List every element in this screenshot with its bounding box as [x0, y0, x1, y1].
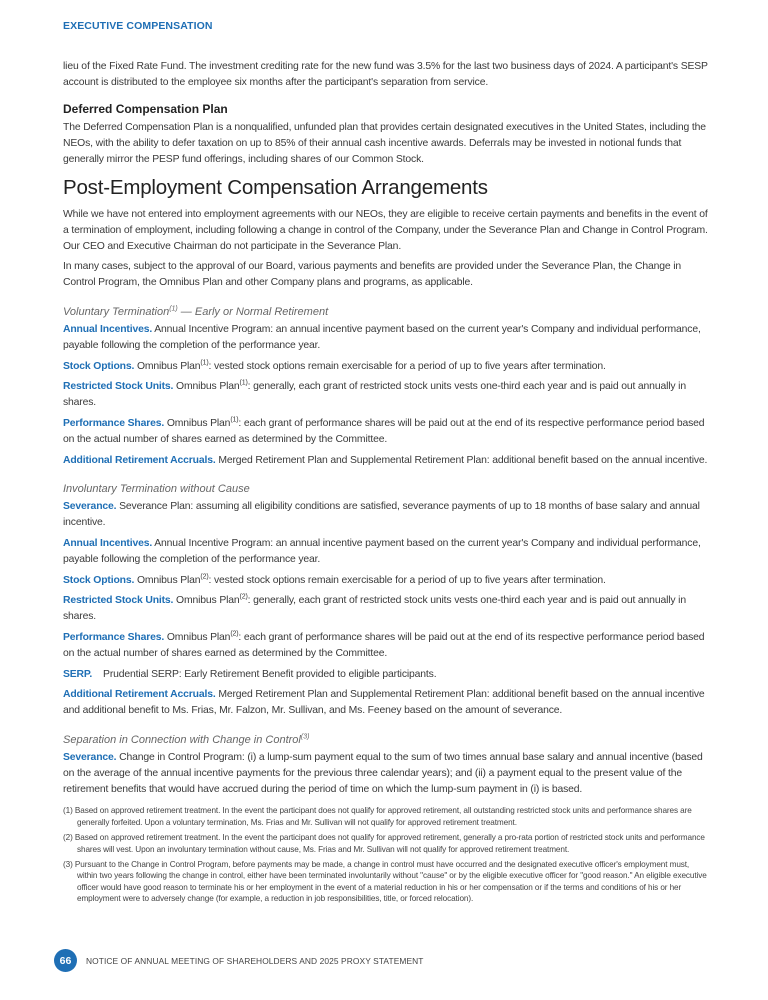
- benefit-text: : each grant of performance shares will be paid out at the end of its respective performance period based on the actual number of shares earned as determined by the Committee.: [63, 417, 705, 445]
- benefit-label: Performance Shares.: [63, 631, 165, 643]
- footnote-ref: (2): [230, 630, 239, 638]
- benefit-label: Stock Options.: [63, 360, 135, 372]
- benefit-label: Performance Shares.: [63, 417, 165, 429]
- subsection-title-text: Separation in Connection with Change in Control: [63, 733, 301, 746]
- benefit-text: : vested stock options remain exercisable for a period of up to five years after termination.: [208, 360, 606, 372]
- plan-name: Omnibus Plan: [164, 631, 231, 643]
- footnotes: [63, 805, 708, 905]
- footnote-ref: (2): [200, 573, 209, 581]
- benefit-text: : an annual incentive payment based on the current year's Company and individual performance, payable following the completion of the performance year.: [63, 323, 701, 351]
- footnote: (3) Pursuant to the Change in Control Program, before payments may be made, a change in control must have occurred and the designated executive officer's employment must, within two years following the change in control, either have been terminated involuntarily without "cause" or by the eligible executive officer for "good reason." An eligible executive officer would have good reason to terminate his or her employment in the event of a material reduction in his or her compensation or if the terms and conditions of his or her employment were to adversely change (for example, a reduction in job responsibilities, title, or forced relocation).: [63, 859, 707, 904]
- benefit-item: [63, 687, 708, 719]
- benefit-label: Annual Incentives.: [63, 537, 153, 549]
- plan-name: Omnibus Plan: [134, 360, 201, 372]
- benefit-item: [63, 379, 708, 411]
- footer-text: NOTICE OF ANNUAL MEETING OF SHAREHOLDERS AND 2025 PROXY STATEMENT: [86, 955, 424, 966]
- benefit-text: : (i) a lump-sum payment equal to the sum of two times annual base salary and annual incentive (based on the average of the annual incentive payments for the previous three calendar years); and (ii) a payment equal to the present value of the retirement benefits that would have accrued during the period of time on which the lump-sum payment in (i) is based.: [63, 751, 703, 795]
- footnote-ref: (1): [169, 305, 178, 313]
- benefit-item: [63, 322, 708, 354]
- footnote-ref: (3): [300, 733, 310, 741]
- benefit-text: : assuming all eligibility conditions are satisfied, severance payments of up to 18 months of base salary and annual incentive.: [63, 501, 700, 529]
- deferred-text: The Deferred Compensation Plan is a nonqualified, unfunded plan that provides certain designated executives in the United States, including the NEOs, with the ability to defer taxation on up to 85% of their annual cash incentive awards. Deferrals may be invested in notional funds that generally mirror the PESP fund offerings, including shares of our Common Stock.: [63, 122, 706, 165]
- benefit-label: Restricted Stock Units.: [63, 595, 174, 607]
- body: [63, 207, 708, 909]
- subsection-title: [63, 305, 708, 320]
- benefit-label: Severance.: [63, 501, 117, 513]
- benefit-text: : additional benefit based on the annual incentive and additional benefit to Ms. Frias, Mr. Falzon, Mr. Sullivan, and Ms. Feeney based on the amount of severance.: [63, 689, 705, 717]
- plan-name: Omnibus Plan: [164, 417, 231, 429]
- benefit-text: : vested stock options remain exercisable for a period of up to five years after termination.: [208, 574, 606, 586]
- benefit-label: Additional Retirement Accruals.: [63, 454, 216, 466]
- paragraph: While we have not entered into employment agreements with our NEOs, they are eligible to receive certain payments and benefits in the event of a termination of employment, including following a change in control of the Company, under the Severance Plan and Change in Control Program. Our CEO and Executive Chairman do not participate in the Severance Plan.: [63, 209, 708, 252]
- benefit-item: [63, 667, 708, 683]
- subsection-title-text: Involuntary Termination without Cause: [63, 483, 250, 496]
- footnote-ref: (1): [200, 359, 209, 367]
- subsection-title-suffix: — Early or Normal Retirement: [177, 305, 329, 318]
- running-head: EXECUTIVE COMPENSATION: [63, 20, 213, 32]
- footnote-ref: (1): [230, 416, 239, 424]
- benefit-item: [63, 573, 708, 589]
- benefit-text: : Early Retirement Benefit provided to eligible participants.: [178, 668, 437, 680]
- benefit-item: [63, 359, 708, 375]
- benefit-text: : generally, each grant of restricted stock units vests one-third each year and is paid out annually in shares.: [63, 381, 686, 409]
- subsection-title-text: Voluntary Termination: [63, 305, 170, 318]
- benefit-item: [63, 536, 708, 568]
- plan-name: Omnibus Plan: [173, 595, 240, 607]
- footnote-ref: (2): [239, 593, 248, 601]
- plan-name: Omnibus Plan: [134, 574, 201, 586]
- benefit-item: [63, 453, 708, 469]
- benefit-text: : generally, each grant of restricted stock units vests one-third each year and is paid out annually in shares.: [63, 595, 686, 623]
- benefit-item: [63, 630, 708, 662]
- benefit-label: Additional Retirement Accruals.: [63, 689, 216, 701]
- page-number: 66: [54, 949, 77, 972]
- footer: [54, 949, 424, 972]
- intro-paragraph: lieu of the Fixed Rate Fund. The investment crediting rate for the new fund was 3.5% for the last two business days of 2024. A participant's SESP account is distributed to the employee six months after the participant's separation from service.: [63, 61, 708, 88]
- benefit-label: Annual Incentives.: [63, 323, 153, 335]
- plan-name: Change in Control Program: [116, 751, 242, 763]
- benefit-item: [63, 750, 708, 797]
- plan-name: Severance Plan: [116, 501, 191, 513]
- footnote-ref: (1): [239, 379, 248, 387]
- benefit-label: Restricted Stock Units.: [63, 381, 174, 393]
- plan-name: Merged Retirement Plan and Supplemental Retirement Plan: [215, 689, 487, 701]
- plan-name: Annual Incentive Program: [152, 537, 271, 549]
- footnote: (1) Based on approved retirement treatment. In the event the participant does not qualify for approved retirement, all outstanding restricted stock units and performance shares are generally forfeited. Upon a voluntary termination, Ms. Frias and Mr. Sullivan will not qualify for approved retirement treatment.: [63, 806, 692, 827]
- benefit-item: [63, 499, 708, 531]
- paragraph: In many cases, subject to the approval of our Board, various payments and benefits are provided under the Severance Plan, the Change in Control Program, the Omnibus Plan and other Company plans and programs, as applicable.: [63, 261, 682, 289]
- section-heading: Post-Employment Compensation Arrangements: [63, 176, 488, 199]
- benefit-item: [63, 416, 708, 448]
- benefit-text: : each grant of performance shares will be paid out at the end of its respective performance period based on the actual number of shares earned as determined by the Committee.: [63, 631, 705, 659]
- plan-name: Merged Retirement Plan and Supplemental Retirement Plan: [215, 454, 487, 466]
- plan-name: Omnibus Plan: [173, 381, 240, 393]
- deferred-heading: Deferred Compensation Plan: [63, 102, 228, 116]
- subsection-title: [63, 733, 708, 748]
- benefit-item: [63, 593, 708, 625]
- plan-name: Prudential SERP: [92, 668, 179, 680]
- footnote: (2) Based on approved retirement treatment. In the event the participant does not qualify for approved retirement, generally a pro-rata portion of restricted stock units and performance shares will vest. Upon an involuntary termination without cause, Ms. Frias and Mr. Sullivan will not qualify for approved retirement treatment.: [63, 833, 705, 854]
- plan-name: Annual Incentive Program: [152, 323, 271, 335]
- benefit-label: Severance.: [63, 751, 117, 763]
- benefit-label: Stock Options.: [63, 574, 135, 586]
- benefit-text: : an annual incentive payment based on the current year's Company and individual performance, payable following the completion of the performance year.: [63, 537, 701, 565]
- subsection-title: [63, 482, 708, 497]
- benefit-label: SERP.: [63, 668, 93, 680]
- benefit-text: : additional benefit based on the annual incentive.: [486, 454, 708, 466]
